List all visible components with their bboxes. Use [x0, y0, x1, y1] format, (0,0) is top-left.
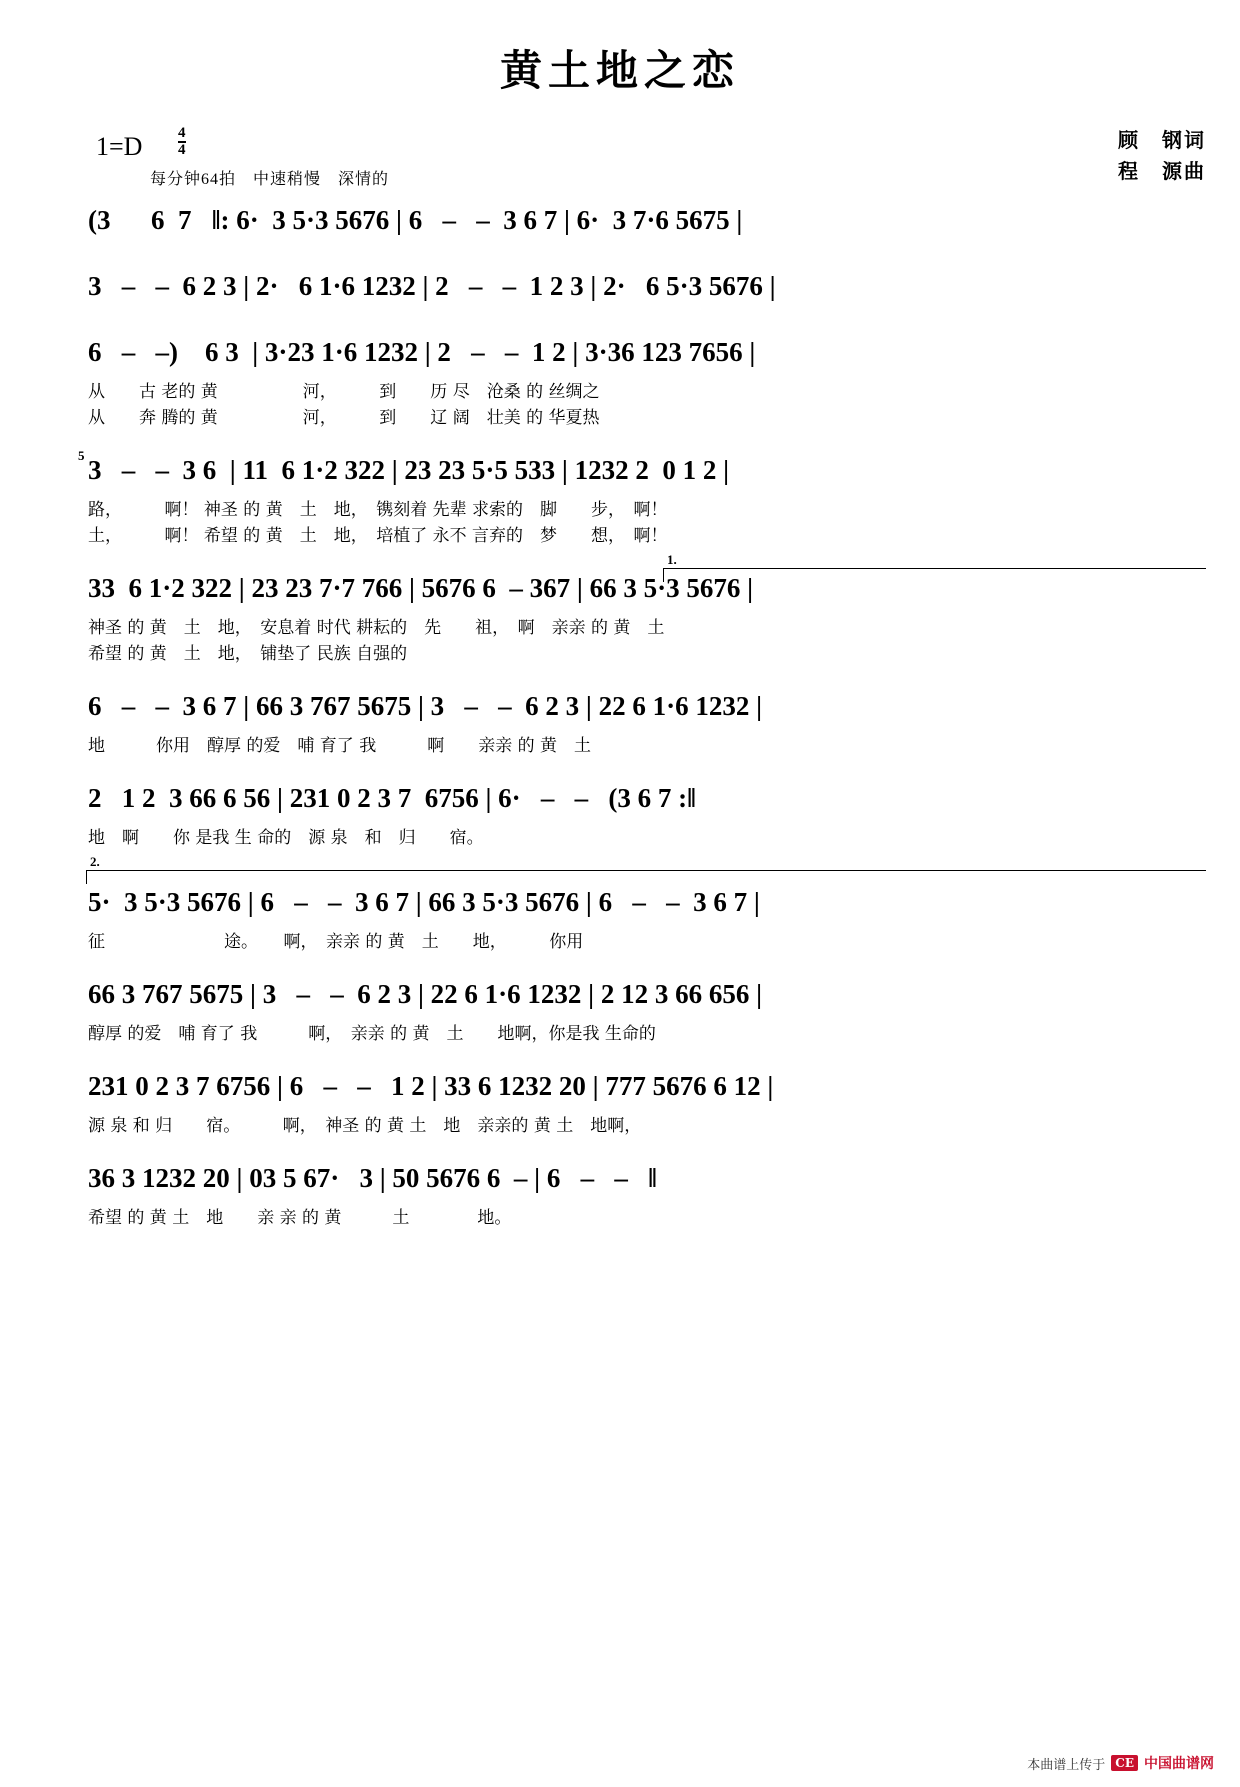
lyric-line-1: 从 古 老的 黄 河， 到 历 尽 沧桑 的 丝绸之 [88, 382, 600, 402]
music-system-6 [88, 684, 1206, 760]
lyric-line-2: 从 奔 腾的 黄 河， 到 辽 阔 壮美 的 华夏热 [88, 408, 600, 428]
volta-bracket-1 [663, 552, 1206, 582]
notation-line: 6 – – 3 6 7 | 66 3 767 5675 | 3 – – 6 2 3 | 22 6 1·6 1232 | [88, 691, 763, 721]
notation-line: 6 – –) 6 3 | 3·23 1·6 1232 | 2 – – 1 2 | 3·36 123 7656 | [88, 337, 756, 367]
page-title: 黄土地之恋 [499, 46, 740, 95]
site-name: 中国曲谱网 [1144, 1756, 1214, 1772]
notation-line: 36 3 1232 20 | 03 5 67· 3 | 50 5676 6 – | 6 – – ‖ [88, 1163, 657, 1193]
volta-label: 2. [90, 854, 100, 869]
lyric-line-1: 征 途。 啊， 亲亲 的 黄 土 地， 你用 [88, 932, 584, 952]
lyric-line-1: 神圣 的 黄 土 地， 安息着 时代 耕耘的 先 祖， 啊 亲亲 的 黄 土 [88, 618, 665, 638]
music-system-1 [88, 198, 1206, 248]
music-system-8 [88, 854, 1206, 956]
footer-credit [1027, 1753, 1214, 1773]
site-logo-icon: CE [1111, 1755, 1138, 1771]
score-header [0, 120, 1240, 198]
lyric-line-1: 地 你用 醇厚 的爱 哺 育了 我 啊 亲亲 的 黄 土 [88, 736, 592, 756]
lyric-line-1: 源 泉 和 归 宿。 啊， 神圣 的 黄 土 地 亲亲的 黄 土 地啊， [88, 1116, 642, 1136]
footer-note: 本曲谱上传于 [1027, 1757, 1106, 1773]
notation-line: 3 – – 3 6 | 11 6 1·2 322 | 23 23 5·5 533 | 1232 2 0 1 2 | [88, 455, 730, 485]
music-system-2 [88, 264, 1206, 314]
notation-line: 2 1 2 3 66 6 56 | 231 0 2 3 7 6756 | 6· – – (3 6 7 :‖ [88, 783, 696, 813]
notation-line: 3 – – 6 2 3 | 2· 6 1·6 1232 | 2 – – 1 2 3 | 2· 6 5·3 5676 | [88, 271, 776, 301]
tempo-marking: 每分钟64拍 中速稍慢 深情的 [150, 171, 390, 188]
credits [1118, 126, 1206, 188]
time-signature [178, 126, 186, 158]
ornament-mark: 5 [78, 448, 85, 463]
lyric-line-1: 路， 啊！ 神圣 的 黄 土 地， 镌刻着 先辈 求索的 脚 步， 啊！ [88, 500, 668, 520]
lyric-line-1: 地 啊 你 是我 生 命的 源 泉 和 归 宿。 [88, 828, 484, 848]
composer-credit: 程 源曲 [1118, 161, 1206, 183]
lyric-line-1: 希望 的 黄 土 地 亲 亲 的 黄 土 地。 [88, 1208, 512, 1228]
notation-line: (3 6 7 ‖: 6· 3 5·3 5676 | 6 – – 3 6 7 | 6· 3 7·6 5675 | [88, 205, 743, 235]
lyric-line-1: 醇厚 的爱 哺 育了 我 啊， 亲亲 的 黄 土 地啊，你是我 生命的 [88, 1024, 656, 1044]
time-signature-numerator: 4 [178, 125, 186, 141]
volta-label: 1. [667, 552, 677, 567]
lyric-line-2: 希望 的 黄 土 地， 铺垫了 民族 自强的 [88, 644, 408, 664]
notation-line: 66 3 767 5675 | 3 – – 6 2 3 | 22 6 1·6 1232 | 2 12 3 66 656 | [88, 979, 763, 1009]
music-system-7 [88, 776, 1206, 852]
time-signature-denominator: 4 [178, 142, 186, 158]
music-system-3 [88, 330, 1206, 432]
music-system-4 [78, 448, 1206, 550]
notation-line: 5· 3 5·3 5676 | 6 – – 3 6 7 | 66 3 5·3 5676 | 6 – – 3 6 7 | [88, 887, 760, 917]
notation-line: 33 6 1·2 322 | 23 23 7·7 766 | 5676 6 – 367 | 66 3 5·3 5676 | [88, 573, 754, 603]
music-system-10 [88, 1064, 1206, 1140]
key-signature: 1=D [96, 132, 143, 161]
music-system-9 [88, 972, 1206, 1048]
music-system-5 [88, 552, 1206, 668]
volta-bracket-2 [86, 854, 1206, 884]
lyric-line-2: 土， 啊！ 希望 的 黄 土 地， 培植了 永不 言弃的 梦 想， 啊！ [88, 526, 668, 546]
lyricist-credit: 顾 钢词 [1118, 130, 1206, 152]
notation-line: 231 0 2 3 7 6756 | 6 – – 1 2 | 33 6 1232 20 | 777 5676 6 12 | [88, 1071, 774, 1101]
music-system-11 [88, 1156, 1206, 1232]
